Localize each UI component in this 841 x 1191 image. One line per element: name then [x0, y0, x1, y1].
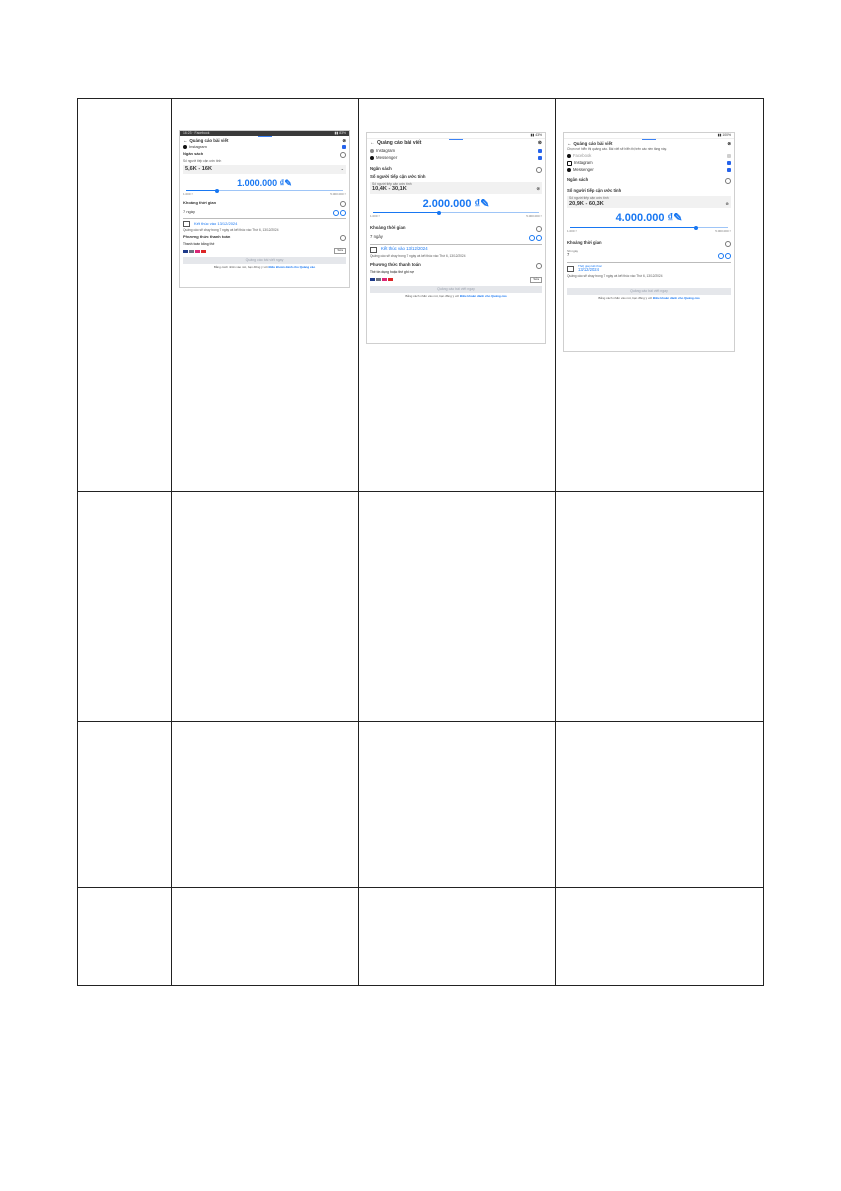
instagram-icon — [183, 145, 187, 149]
comparison-table — [77, 98, 764, 986]
promote-button[interactable]: Quảng cáo bài viết ngay — [370, 286, 542, 293]
calendar-icon — [567, 266, 574, 272]
terms-link[interactable]: Điều khoản dành cho Quảng cáo — [268, 264, 316, 269]
platform-checkbox[interactable] — [342, 145, 346, 149]
phone-screenshot-2 — [367, 133, 545, 343]
close-icon[interactable]: ⊗ — [537, 140, 542, 146]
budget-section-title: Ngân sách — [564, 177, 734, 185]
end-date-row[interactable]: Kết thúc vào 13/12/2024 — [180, 220, 349, 228]
reach-section-title: Số người tiếp cận ước tính — [567, 188, 622, 194]
plus-icon[interactable] — [725, 253, 731, 259]
empty-cell — [359, 722, 556, 888]
visa-icon — [370, 278, 375, 281]
platform-checkbox[interactable] — [538, 149, 542, 153]
terms-link[interactable]: Điều khoản dành cho Quảng cáo — [460, 293, 507, 298]
screenshot-cell-3 — [556, 99, 764, 492]
phone-screenshot-3 — [564, 133, 734, 351]
platform-row[interactable]: Instagram — [180, 144, 349, 151]
platform-checkbox[interactable] — [727, 154, 731, 158]
info-icon[interactable] — [340, 235, 346, 241]
budget-amount[interactable]: 1.000.000 ₫✎ — [237, 177, 292, 188]
info-icon[interactable]: ⊗ — [536, 186, 540, 192]
page-title: Quảng cáo bài viết — [573, 141, 613, 146]
duration-section-title: Khoảng thời gian — [180, 200, 349, 208]
back-arrow-icon[interactable]: ← — [567, 141, 572, 146]
edit-payment-button[interactable]: Sửa — [530, 277, 542, 282]
platform-row[interactable]: Facebook — [564, 153, 734, 160]
row-label-cell — [78, 99, 172, 492]
slider-handle[interactable] — [215, 189, 219, 193]
budget-slider[interactable] — [186, 190, 343, 191]
card-icon — [382, 278, 387, 281]
status-bar: ▮▮ 43% — [367, 133, 545, 139]
reach-value: 5,6K - 16K — [185, 166, 213, 173]
empty-cell — [359, 888, 556, 986]
budget-slider[interactable] — [373, 212, 539, 213]
back-arrow-icon[interactable]: ← — [183, 138, 188, 143]
platform-row[interactable]: Instagram — [564, 160, 734, 167]
card-icon — [195, 250, 200, 253]
facebook-icon — [567, 154, 571, 158]
empty-cell — [359, 492, 556, 722]
promote-button[interactable]: Quảng cáo bài viết ngay — [183, 257, 346, 264]
reach-value: 20,9K - 60,3K — [569, 201, 604, 207]
slider-range: 1.000 ₫ 5.000.000 ₫ — [567, 229, 731, 234]
screenshot-cell-2 — [359, 99, 556, 492]
info-icon[interactable]: ⊗ — [725, 200, 729, 206]
days-input[interactable]: 7 ngày — [183, 209, 346, 220]
info-icon[interactable] — [725, 241, 731, 247]
pencil-icon: ✎ — [673, 212, 683, 225]
empty-cell — [172, 492, 359, 722]
close-icon[interactable]: ⊗ — [727, 141, 731, 146]
card-icon — [376, 278, 381, 281]
placement-intro: Chọn nơi hiển thị quảng cáo. Bài viết sẽ hiển thị trên các nền tảng này. — [567, 147, 667, 152]
platform-checkbox[interactable] — [727, 168, 731, 172]
end-date-row[interactable]: Kết thúc vào 13/12/2024 — [367, 246, 545, 254]
slider-handle[interactable] — [694, 226, 698, 230]
table-row — [78, 492, 764, 722]
info-icon[interactable] — [340, 201, 346, 207]
mastercard-icon — [388, 278, 393, 281]
run-note: Quảng cáo sẽ chạy trong 7 ngày và kết thúc vào Thứ 6, 13/12/2024 — [183, 228, 279, 233]
budget-amount[interactable]: 2.000.000 ₫✎ — [422, 197, 490, 210]
platform-row[interactable]: Instagram — [367, 148, 545, 155]
table-row — [78, 722, 764, 888]
slider-handle[interactable] — [437, 211, 441, 215]
messenger-icon — [370, 156, 374, 160]
platform-checkbox[interactable] — [727, 161, 731, 165]
card-icon — [189, 250, 194, 253]
info-icon[interactable] — [536, 226, 542, 232]
empty-cell — [78, 722, 172, 888]
footer-terms: Bằng cách nhấn vào nút, bạn đồng ý với Điều khoản dành cho Quảng cáo — [213, 264, 316, 269]
pencil-icon: ✎ — [480, 197, 490, 210]
footer-terms: Bằng cách nhấn vào nút, bạn đồng ý với Điều khoản dành cho Quảng cáo — [598, 295, 700, 300]
header — [367, 140, 545, 148]
phone-screenshot-1 — [180, 131, 349, 287]
table-row — [78, 888, 764, 986]
footer-terms: Bằng cách nhấn vào nút, bạn đồng ý với Điều khoản dành cho Quảng cáo — [405, 293, 507, 298]
days-input[interactable]: Số ngày 7 — [567, 249, 731, 263]
minus-icon[interactable] — [718, 253, 724, 259]
close-icon[interactable]: ⊗ — [342, 138, 346, 143]
reach-box — [183, 165, 346, 173]
budget-amount[interactable]: 4.000.000 ₫✎ — [615, 212, 683, 225]
minus-icon[interactable] — [529, 235, 535, 241]
visa-icon — [183, 250, 188, 253]
payment-methods — [180, 247, 349, 254]
minus-icon[interactable] — [333, 210, 339, 216]
pencil-icon: ✎ — [284, 177, 292, 188]
info-icon[interactable] — [536, 263, 542, 269]
duration-section-title: Khoảng thời gian — [564, 240, 734, 248]
run-note: Quảng cáo sẽ chạy trong 7 ngày và kết thúc vào Thứ 6, 13/12/2024 — [567, 274, 663, 279]
run-note: Quảng cáo sẽ chạy trong 7 ngày và kết thúc vào Thứ 6, 13/12/2024 — [370, 253, 466, 258]
status-bar: ▮▮ 100% — [564, 133, 734, 139]
plus-icon[interactable] — [536, 235, 542, 241]
days-input[interactable]: 7 ngày — [370, 234, 542, 245]
info-icon[interactable] — [725, 178, 731, 184]
edit-payment-button[interactable]: Sửa — [334, 248, 346, 253]
mastercard-icon — [201, 250, 206, 253]
page-title: Quảng cáo bài viết — [377, 140, 422, 146]
empty-cell — [78, 492, 172, 722]
platform-row[interactable]: Messenger — [367, 155, 545, 162]
instagram-icon — [567, 161, 572, 166]
table-row — [78, 99, 764, 492]
payment-section-title: Phương thức thanh toán — [367, 262, 545, 270]
slider-range: 1.000 ₫ 5.000.000 ₫ — [370, 214, 542, 219]
info-icon[interactable] — [340, 152, 346, 158]
chevron-down-icon[interactable]: ⌄ — [340, 166, 344, 172]
empty-cell — [172, 888, 359, 986]
platform-checkbox[interactable] — [538, 156, 542, 160]
duration-section-title: Khoảng thời gian — [367, 225, 545, 233]
end-date-row[interactable]: Thời gian kết thúc 13/12/2024 — [564, 264, 734, 274]
payment-caption: Thanh toán bằng thẻ — [183, 241, 215, 246]
payment-methods — [367, 276, 545, 283]
instagram-icon — [370, 149, 374, 153]
page-title: Quảng cáo bài viết — [189, 138, 229, 143]
reach-value: 10,4K - 30,1K — [372, 186, 407, 193]
empty-cell — [556, 492, 764, 722]
calendar-icon — [370, 247, 377, 253]
info-icon[interactable] — [536, 167, 542, 173]
payment-section-title: Phương thức thanh toán — [180, 234, 349, 242]
budget-section-title: Ngân sách — [180, 151, 349, 159]
header — [180, 137, 349, 144]
reach-section-title: Số người tiếp cận ước tính — [370, 173, 426, 179]
reach-caption: Số người tiếp cận ước tính — [183, 158, 222, 163]
budget-section-title: Ngân sách — [367, 166, 545, 174]
messenger-icon — [567, 168, 571, 172]
empty-cell — [556, 722, 764, 888]
reach-box: Số người tiếp cận ước tính 10,4K - 30,1K ⊗ — [372, 181, 540, 193]
empty-cell — [78, 888, 172, 986]
plus-icon[interactable] — [340, 210, 346, 216]
empty-cell — [172, 722, 359, 888]
payment-caption: Thẻ tín dụng hoặc thẻ ghi nợ — [370, 270, 414, 275]
platform-row[interactable]: Messenger — [564, 167, 734, 174]
budget-slider[interactable] — [570, 227, 728, 228]
promote-button[interactable]: Quảng cáo bài viết ngay — [567, 288, 731, 295]
terms-link[interactable]: Điều khoản dành cho Quảng cáo — [653, 295, 700, 300]
screenshot-cell-1 — [172, 99, 359, 492]
reach-box: Số người tiếp cận ước tính 20,9K - 60,3K ⊗ — [569, 196, 729, 207]
header — [564, 140, 734, 147]
status-bar: 16:23 · Facebook ▮▮ 83% — [180, 131, 349, 136]
empty-cell — [556, 888, 764, 986]
back-arrow-icon[interactable]: ← — [370, 140, 375, 146]
slider-range: 1.000 ₫ 5.000.000 ₫ — [183, 192, 346, 197]
calendar-icon — [183, 221, 190, 227]
